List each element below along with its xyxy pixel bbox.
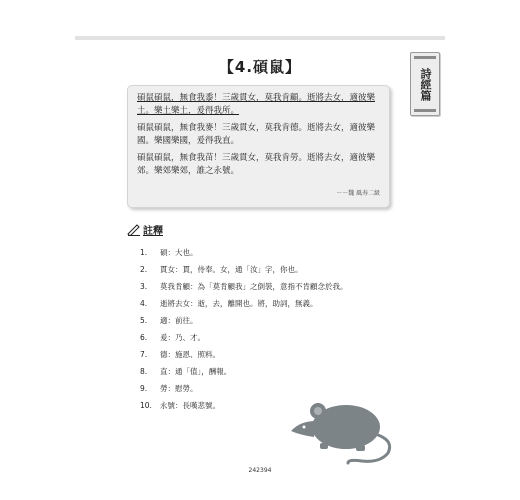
note-item: 5. 適：前往。 xyxy=(140,316,198,325)
poem-box xyxy=(127,85,390,208)
poem-source: －－魏 風寿二級 xyxy=(336,190,380,197)
pencil-icon xyxy=(127,224,141,236)
poem-stanza: 碩鼠碩鼠，無食我麥！三歲貫女，莫我肯德。逝將去女，適彼樂國。樂國樂國，爰得我直。 xyxy=(137,123,376,146)
notes-heading-label: 註釋 xyxy=(143,226,163,237)
side-tab-stripe xyxy=(414,109,436,112)
page-title: 【4.碩鼠】 xyxy=(218,58,302,76)
side-tab-stripe xyxy=(414,56,436,59)
note-item: 8. 直：通「值」，酬報。 xyxy=(140,367,232,376)
note-item: 2. 貫女：貫，侍奉。女，通「汝」字，你也。 xyxy=(140,265,303,274)
poem-stanza: 碩鼠碩鼠，無食我黍！三歲貫女，莫我肯顧。逝將去女，適彼樂土。樂土樂土，爰得我所。 xyxy=(137,93,376,116)
note-item: 7. 德：施恩、照料。 xyxy=(140,350,220,359)
page-number: 242394 xyxy=(248,467,272,474)
note-item: 9. 勞：慰勞。 xyxy=(140,384,198,393)
notes-heading xyxy=(127,222,163,237)
note-item: 10. 永號：長嘆悲號。 xyxy=(140,401,220,410)
side-tab xyxy=(410,52,440,116)
notes-list xyxy=(140,244,348,414)
note-item: 4. 逝將去女：逝，去，離開也。將，助詞，無義。 xyxy=(140,299,318,308)
note-item: 1. 碩：大也。 xyxy=(140,248,198,257)
side-tab-label: 詩經篇 xyxy=(419,67,432,101)
poem-stanza: 碩鼠碩鼠，無食我苗！三歲貫女，莫我肯勞。逝將去女，適彼樂郊。樂郊樂郊，誰之永號。 xyxy=(137,153,376,176)
top-divider xyxy=(75,36,445,40)
note-item: 3. 莫我肯顧：為「莫肯顧我」之倒裝，意指不肯顧念於我。 xyxy=(140,282,348,291)
rat-illustration xyxy=(288,391,398,466)
note-item: 6. 爰：乃、才。 xyxy=(140,333,205,342)
